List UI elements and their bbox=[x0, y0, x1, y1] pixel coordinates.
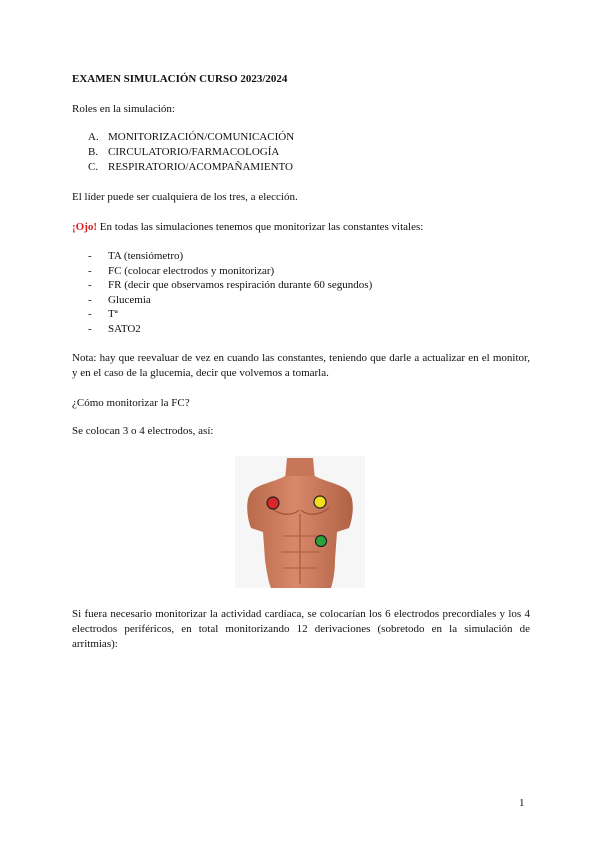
document-title: EXAMEN SIMULACIÓN CURSO 2023/2024 bbox=[72, 73, 288, 85]
list-item: - Tª bbox=[88, 308, 118, 321]
list-item: - Glucemia bbox=[88, 293, 151, 306]
ojo-text: En todas las simulaciones tenemos que monitorizar las constantes vitales: bbox=[97, 221, 424, 233]
electrodes-text: Se colocan 3 o 4 electrodos, así: bbox=[72, 425, 214, 437]
list-item: - FR (decir que observamos respiración durante 60 segundos) bbox=[88, 279, 373, 292]
ojo-paragraph bbox=[72, 220, 530, 235]
roles-list bbox=[88, 130, 294, 175]
electrode-red bbox=[267, 497, 279, 509]
fc-question: ¿Cómo monitorizar la FC? bbox=[72, 397, 190, 409]
nota-paragraph: Nota: hay que reevaluar de vez en cuando las constantes, teniendo que darle a actualizar en el monitor, y en el caso de la glucemia, decir que volvemos a tomarla. bbox=[72, 352, 530, 379]
page-number: 1 bbox=[519, 797, 525, 809]
leader-note: El líder puede ser cualquiera de los tres, a elección. bbox=[72, 191, 298, 203]
list-item: C. RESPIRATORIO/ACOMPAÑAMIENTO bbox=[88, 161, 293, 173]
torso-illustration bbox=[235, 456, 365, 588]
ojo-label: ¡Ojo! bbox=[72, 221, 98, 233]
list-item: - SATO2 bbox=[88, 322, 141, 335]
torso-electrode-image bbox=[235, 456, 365, 588]
list-item: - FC (colocar electrodos y monitorizar) bbox=[88, 264, 275, 277]
list-item: A. MONITORIZACIÓN/COMUNICACIÓN bbox=[88, 131, 295, 143]
list-item: - TA (tensiómetro) bbox=[88, 250, 184, 262]
electrode-yellow bbox=[314, 496, 326, 508]
list-item: B. CIRCULATORIO/FARMACOLOGÍA bbox=[88, 146, 280, 158]
electrode-green bbox=[316, 536, 327, 547]
cardio-paragraph: Si fuera necesario monitorizar la actividad cardíaca, se colocarían los 6 electrodos precordiales y los 4 electrodos periféricos, en total monitorizando 12 derivaciones (sobretodo en la simulación de arritmias): bbox=[72, 608, 530, 650]
vitals-list bbox=[88, 249, 372, 337]
roles-intro: Roles en la simulación: bbox=[72, 103, 175, 115]
